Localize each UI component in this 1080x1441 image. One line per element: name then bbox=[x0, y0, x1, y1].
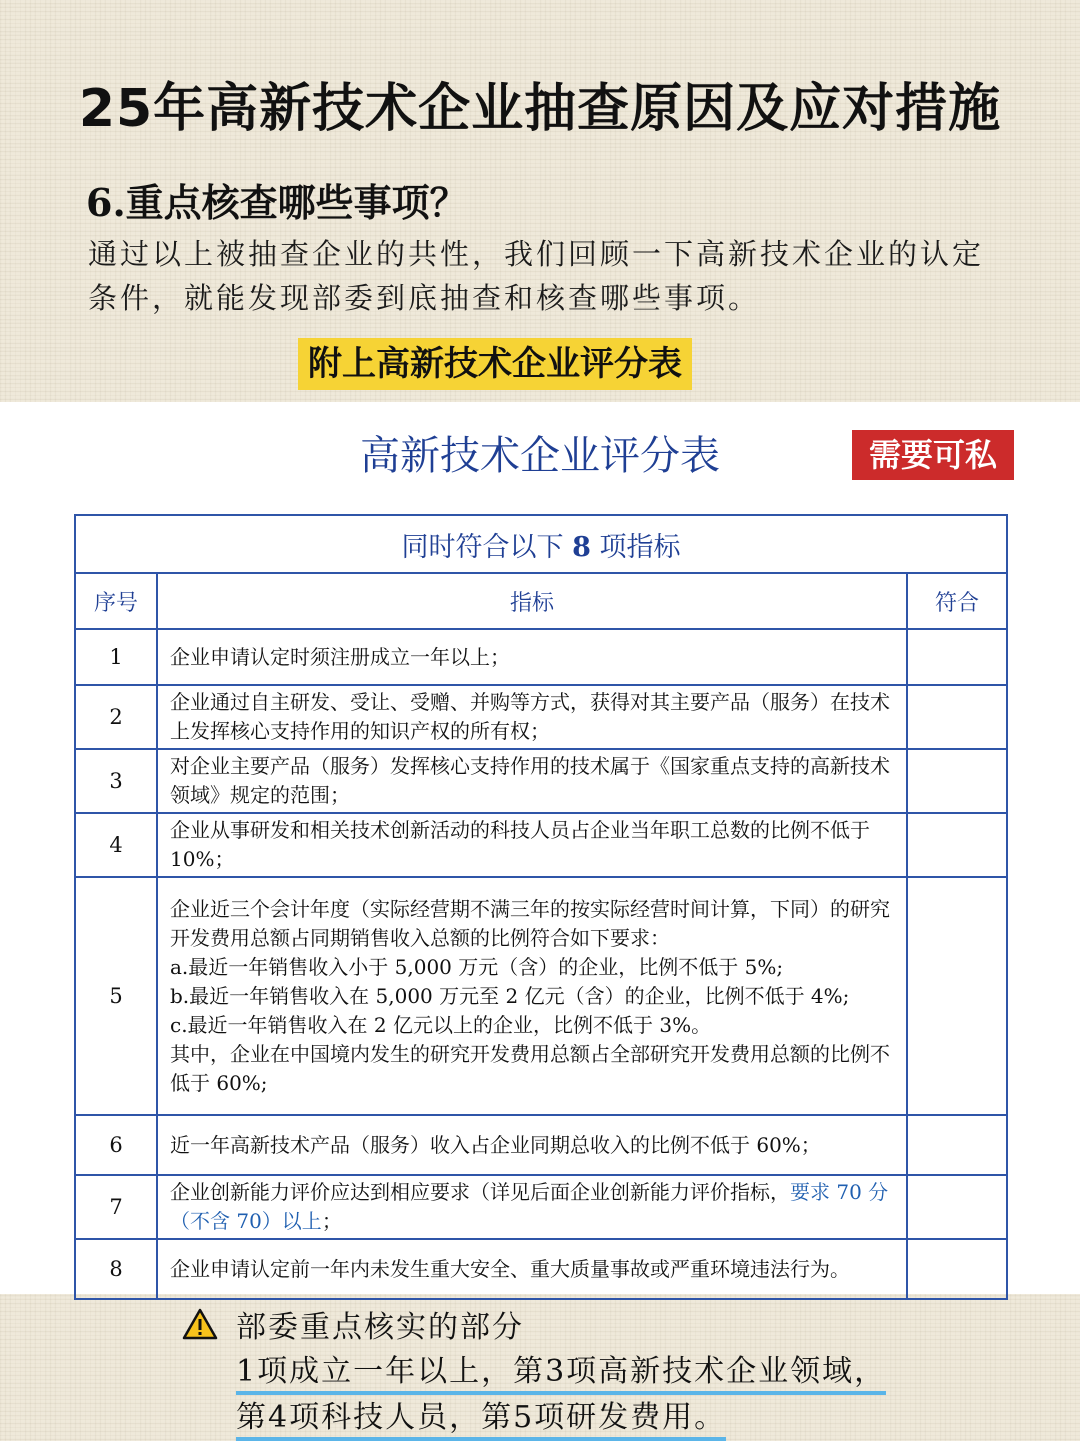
row-indicator bbox=[157, 1175, 907, 1239]
focus-line-2: 第4项科技人员，第5项研发费用。 bbox=[236, 1392, 726, 1441]
row-match-cell bbox=[907, 1175, 1007, 1239]
row-indicator bbox=[157, 877, 907, 1115]
row-match-cell bbox=[907, 813, 1007, 877]
intro-paragraph: 通过以上被抽查企业的共性，我们回顾一下高新技术企业的认定条件，就能发现部委到底抽查和核查哪些事项。 bbox=[88, 237, 985, 315]
row5-line: 企业近三个会计年度（实际经营期不满三年的按实际经营时间计算，下同）的研究开发费用总额占同期销售收入总额的比例符合如下要求： bbox=[170, 896, 890, 950]
row-indicator: 企业通过自主研发、受让、受赠、并购等方式，获得对其主要产品（服务）在技术上发挥核心支持作用的知识产权的所有权； bbox=[157, 685, 907, 749]
row-indicator: 企业申请认定时须注册成立一年以上； bbox=[157, 629, 907, 685]
row-match-cell bbox=[907, 685, 1007, 749]
table-row bbox=[75, 685, 1007, 749]
caption-num: 8 bbox=[572, 531, 591, 563]
row7-tail: ； bbox=[321, 1209, 342, 1233]
col-header-seq: 序号 bbox=[75, 573, 157, 629]
row-match-cell bbox=[907, 749, 1007, 813]
table-header-row bbox=[75, 573, 1007, 629]
col-header-match: 符合 bbox=[907, 573, 1007, 629]
section-heading: 6.重点核查哪些事项？ bbox=[86, 180, 468, 225]
private-message-badge[interactable]: 需要可私 bbox=[852, 430, 1014, 480]
row-match-cell bbox=[907, 877, 1007, 1115]
row5-line: 其中，企业在中国境内发生的研究开发费用总额占全部研究开发费用总额的比例不低于 60%; bbox=[170, 1041, 890, 1095]
row-number: 6 bbox=[75, 1115, 157, 1175]
warning-icon bbox=[182, 1308, 218, 1340]
row7-text: 企业创新能力评价应达到相应要求（详见后面企业创新能力评价指标， bbox=[170, 1180, 790, 1204]
row-indicator: 企业申请认定前一年内未发生重大安全、重大质量事故或严重环境违法行为。 bbox=[157, 1239, 907, 1299]
row-indicator: 对企业主要产品（服务）发挥核心支持作用的技术属于《国家重点支持的高新技术领域》规定的范围； bbox=[157, 749, 907, 813]
score-table-title: 高新技术企业评分表 bbox=[360, 433, 720, 479]
table-row bbox=[75, 749, 1007, 813]
row-number: 1 bbox=[75, 629, 157, 685]
row7-highlight: 要求 70 分（不含 70）以上 bbox=[170, 1180, 889, 1233]
table-caption bbox=[75, 515, 1007, 573]
focus-label: 部委重点核实的部分 bbox=[236, 1310, 524, 1345]
row5-line: b.最近一年销售收入在 5,000 万元至 2 亿元（含）的企业，比例不低于 4%; bbox=[170, 983, 850, 1008]
row-number: 5 bbox=[75, 877, 157, 1115]
attach-highlight-label: 附上高新技术企业评分表 bbox=[298, 338, 692, 390]
table-row bbox=[75, 813, 1007, 877]
row-indicator: 企业从事研发和相关技术创新活动的科技人员占企业当年职工总数的比例不低于 10%； bbox=[157, 813, 907, 877]
table-row bbox=[75, 1115, 1007, 1175]
row-match-cell bbox=[907, 629, 1007, 685]
table-caption-row bbox=[75, 515, 1007, 573]
table-row bbox=[75, 1175, 1007, 1239]
table-row bbox=[75, 1239, 1007, 1299]
row-number: 3 bbox=[75, 749, 157, 813]
row-number: 8 bbox=[75, 1239, 157, 1299]
table-row bbox=[75, 877, 1007, 1115]
focus-line-1: 1项成立一年以上，第3项高新技术企业领域， bbox=[236, 1346, 886, 1395]
row5-line: a.最近一年销售收入小于 5,000 万元（含）的企业，比例不低于 5%; bbox=[170, 954, 784, 979]
score-table bbox=[74, 514, 1008, 1300]
row-indicator: 近一年高新技术产品（服务）收入占企业同期总收入的比例不低于 60%； bbox=[157, 1115, 907, 1175]
row-match-cell bbox=[907, 1239, 1007, 1299]
row-number: 4 bbox=[75, 813, 157, 877]
caption-pre: 同时符合以下 bbox=[401, 531, 564, 563]
row-number: 2 bbox=[75, 685, 157, 749]
caption-post: 项指标 bbox=[599, 531, 681, 563]
col-header-indicator: 指标 bbox=[157, 573, 907, 629]
row-number: 7 bbox=[75, 1175, 157, 1239]
table-row bbox=[75, 629, 1007, 685]
row5-line: c.最近一年销售收入在 2 亿元以上的企业，比例不低于 3%。 bbox=[170, 1012, 712, 1037]
page-title: 25年高新技术企业抽查原因及应对措施 bbox=[78, 79, 1002, 139]
row-match-cell bbox=[907, 1115, 1007, 1175]
